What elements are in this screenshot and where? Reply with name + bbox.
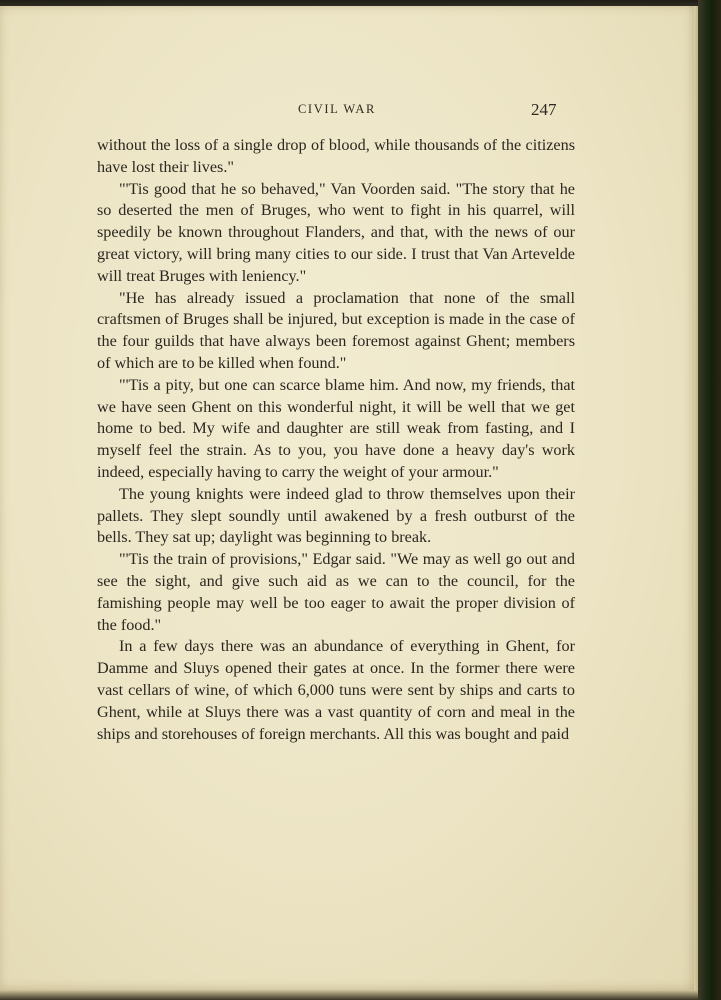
running-head: CIVIL WAR xyxy=(298,102,376,116)
paragraph-4: "'Tis a pity, but one can scarce blame him. And now, my friends, that we have seen Ghent on this wonderful night, it will be well that we get home to bed. My wife and daughter are still weak from fasting, and I myself feel the strain. As to you, you have done a heavy day's work indeed, especially having to carry the weight of your armour." xyxy=(97,375,575,481)
book-binding xyxy=(698,0,721,1000)
paragraph-1: without the loss of a single drop of blood, while thousands of the citizens have lost their lives." xyxy=(97,136,575,176)
page-number: 247 xyxy=(531,100,557,119)
paragraph-7: In a few days there was an abundance of everything in Ghent, for Damme and Sluys opened their gates at once. In the former there were vast cellars of wine, of which 6,000 tuns were sent by ships and carts to Ghent, while at Sluys there was a vast quantity of corn and meal in the ships and storehouses of foreign merchants. All this was bought and paid xyxy=(97,637,575,743)
paragraph-3: "He has already issued a proclamation that none of the small craftsmen of Bruges shall be injured, but exception is made in the case of the four guilds that have always been foremost against Ghent; members of which are to be killed when found." xyxy=(97,288,575,372)
page-bottom-edge xyxy=(0,990,698,1000)
body-text xyxy=(97,135,575,745)
page-header xyxy=(0,100,698,124)
paragraph-6: "'Tis the train of provisions," Edgar said. "We may as well go out and see the sight, and give such aid as we can to the council, for the famishing people may well be too eager to await the proper division of the food." xyxy=(97,550,575,634)
paragraph-5: The young knights were indeed glad to throw themselves upon their pallets. They slept soundly until awakened by a fresh outburst of the bells. They sat up; daylight was beginning to break. xyxy=(97,484,575,547)
paragraph-2: "'Tis good that he so behaved," Van Voorden said. "The story that he so deserted the men of Bruges, who went to fight in his quarrel, will speedily be known throughout Flanders, and that, with the news of our great victory, will bring many cities to our side. I trust that Van Artevelde will treat Bruges with leniency." xyxy=(97,179,575,285)
